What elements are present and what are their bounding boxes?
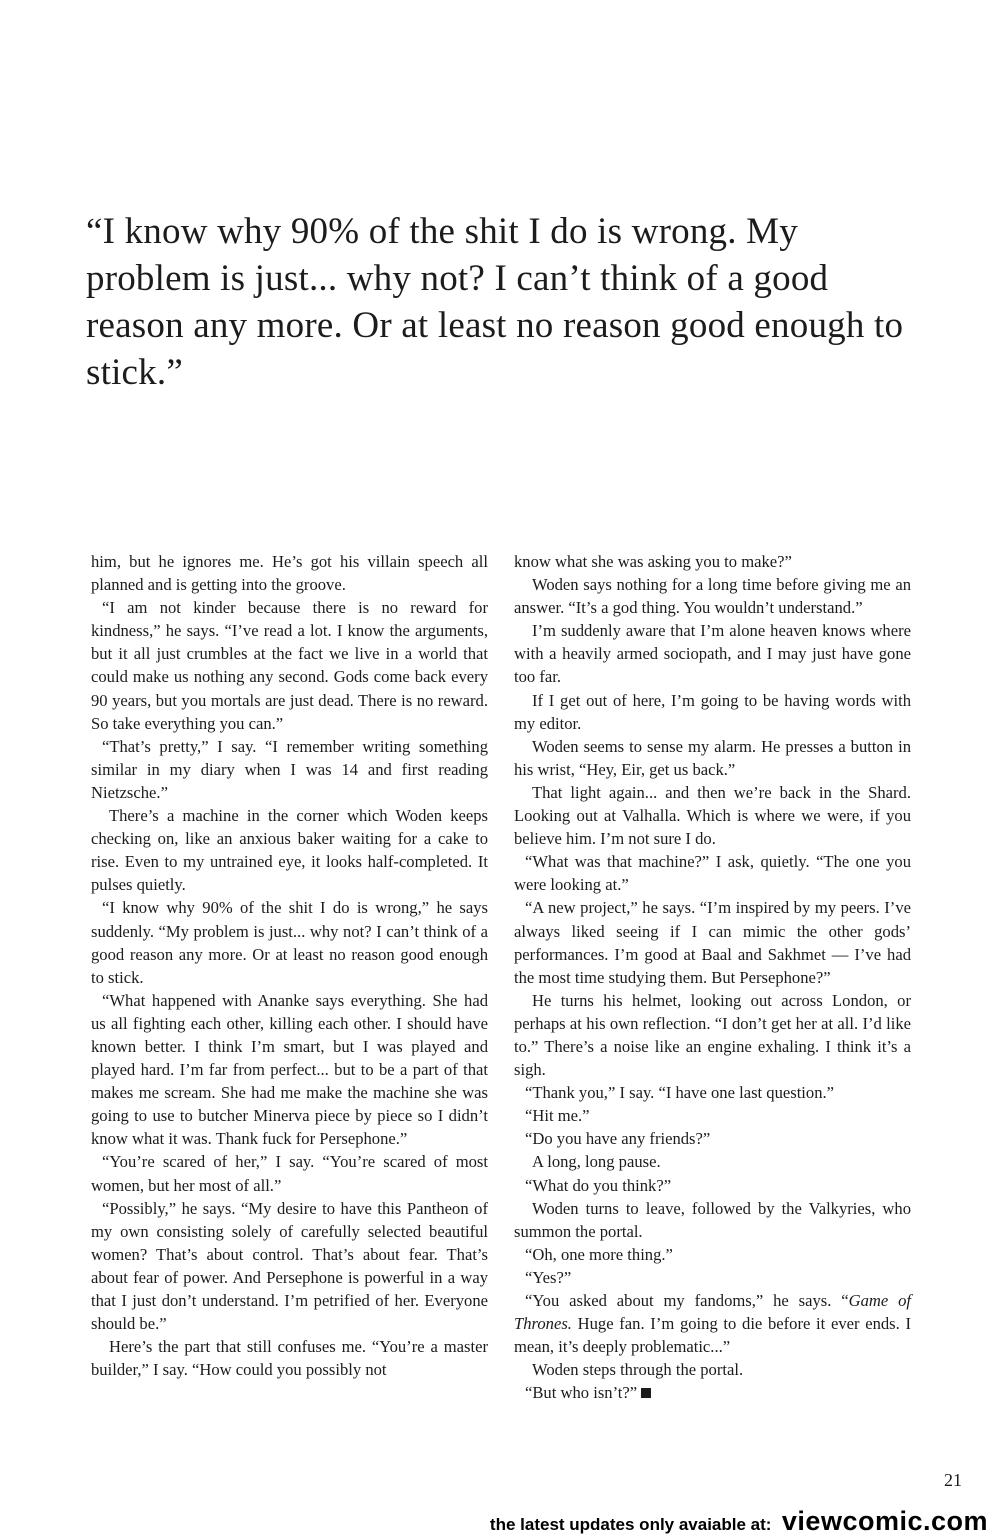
paragraph: That light again... and then we’re back in the Shard. Looking out at Valhalla. Which is where we were, if you believe him. I’m not sure I do.: [514, 782, 911, 849]
paragraph: “That’s pretty,” I say. “I remember writing something similar in my diary when I was 14 and first reading Nietzsche.”: [91, 736, 488, 802]
paragraph: [514, 1289, 911, 1358]
paragraph: Woden says nothing for a long time before giving me an answer. “It’s a god thing. You wouldn’t understand.”: [514, 575, 911, 618]
closing-line: “But who isn’t?”: [525, 1383, 638, 1403]
paragraph: He turns his helmet, looking out across London, or perhaps at his own reflection. “I don’t get her at all. I’d like to.” There’s a noise like an engine exhaling. I think it’s a sigh.: [514, 990, 911, 1080]
paragraph: “I am not kinder because there is no reward for kindness,” he says. “I’ve read a lot. I know the arguments, but it all just crumbles at the fact we live in a world that could make us nothing any second. Gods come back every 90 years, but you mortals are just dead. There is no reward. So take everything you can.”: [91, 598, 488, 733]
pull-quote: “I know why 90% of the shit I do is wrong. My problem is just... why not? I can’t think of a good reason any more. Or at least no reason good enough to stick.”: [86, 211, 904, 393]
paragraph-text: Huge fan. I’m going to die before it ever ends. I mean, it’s deeply problematic...”: [514, 1314, 911, 1357]
right-column: [514, 550, 911, 1404]
paragraph-text: “You asked about my fandoms,” he says. “: [525, 1291, 849, 1310]
paragraph: “I know why 90% of the shit I do is wrong,” he says suddenly. “My problem is just... why not? I can’t think of a good reason any more. Or at least no reason good enough to stick.: [91, 898, 488, 987]
end-mark-icon: [641, 1388, 651, 1398]
paragraph: “A new project,” he says. “I’m inspired by my peers. I’ve always liked seeing if I can mimic the other gods’ performances. I’m good at Baal and Sakhmet — I’ve had the most time studying them. But Persephone?”: [514, 898, 911, 987]
footer-text: the latest updates only avaiable at:: [489, 1515, 772, 1534]
paragraph: “Possibly,” he says. “My desire to have this Pantheon of my own consisting solely of carefully selected beautiful women? That’s about control. That’s about fear. That’s about fear of power. And Persephone is powerful in a way that I just don’t understand. I’m petrified of her. Everyone should be.”: [91, 1198, 488, 1334]
paragraph: [514, 1381, 911, 1404]
paragraph: “What do you think?”: [525, 1175, 672, 1195]
paragraph: I’m suddenly aware that I’m alone heaven knows where with a heavily armed sociopath, and I may just have gone too far.: [514, 621, 911, 687]
paragraph: him, but he ignores me. He’s got his villain speech all planned and is getting into the groove.: [91, 552, 488, 595]
paragraph: There’s a machine in the corner which Woden keeps checking on, like an anxious baker waiting for a cake to rise. Even to my untrained eye, it looks half-completed. It pulses quietly.: [91, 806, 488, 895]
paragraph: “Oh, one more thing.”: [525, 1244, 673, 1264]
paragraph: Woden seems to sense my alarm. He presses a button in his wrist, “Hey, Eir, get us back.”: [514, 736, 911, 779]
paragraph: “You’re scared of her,” I say. “You’re scared of most women, but her most of all.”: [91, 1152, 488, 1195]
page-number: 21: [944, 1470, 962, 1490]
left-column: [91, 550, 488, 1381]
paragraph: “Yes?”: [525, 1267, 572, 1287]
paragraph: “What happened with Ananke says everything. She had us all fighting each other, killing each other. I should have known better. I think I’m smart, but I was played and played hard. I’m far from perfect... but to be a part of that makes me scream. She had me make the machine she was going to use to butcher Minerva piece by piece so I didn’t know what it was. Thank fuck for Persephone.”: [91, 990, 488, 1149]
book-title: Game of Thrones.: [514, 1291, 911, 1334]
footer-site: viewcomic.com: [781, 1506, 988, 1536]
paragraph: Woden steps through the portal.: [532, 1360, 744, 1380]
paragraph: A long, long pause.: [532, 1152, 661, 1172]
paragraph: “What was that machine?” I ask, quietly. “The one you were looking at.”: [514, 852, 911, 895]
footer-banner: [490, 1506, 988, 1537]
paragraph: know what she was asking you to make?”: [514, 552, 792, 571]
paragraph: “Hit me.”: [525, 1106, 590, 1126]
paragraph: Here’s the part that still confuses me. “You’re a master builder,” I say. “How could you possibly not: [91, 1337, 488, 1380]
paragraph: “Thank you,” I say. “I have one last question.”: [525, 1083, 835, 1103]
paragraph: Woden turns to leave, followed by the Valkyries, who summon the portal.: [514, 1198, 911, 1241]
paragraph: If I get out of here, I’m going to be having words with my editor.: [514, 690, 911, 733]
paragraph: “Do you have any friends?”: [525, 1129, 711, 1149]
